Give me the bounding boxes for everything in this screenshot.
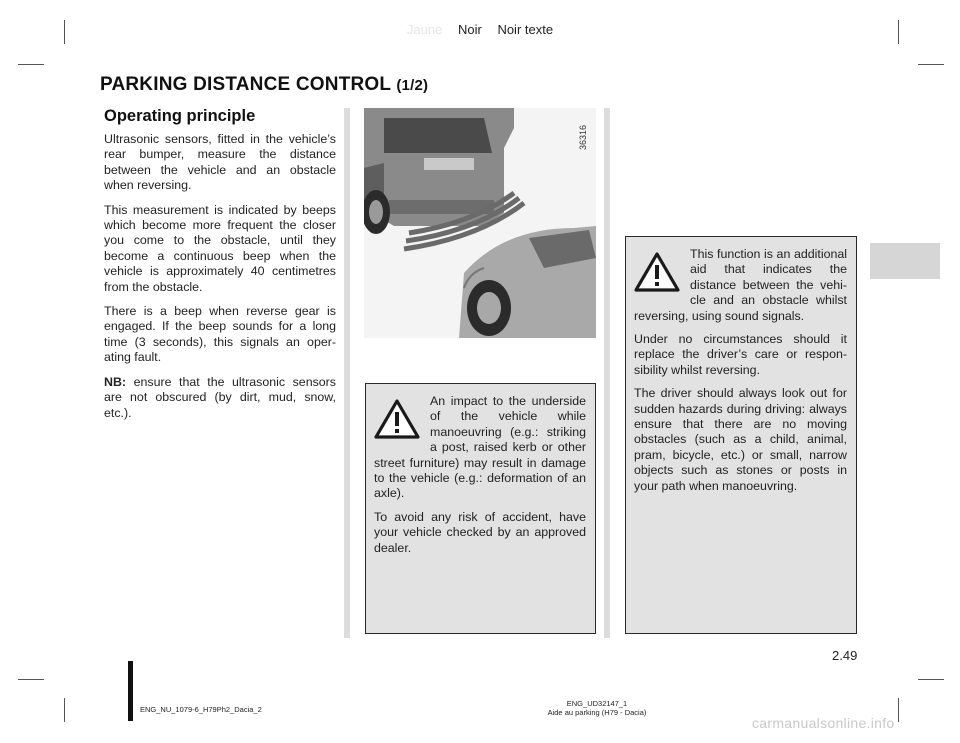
warning-hazards-text: The driver should always look out for sudden hazards during driving: always ensure that there are no moving obstacles (such as a child, animal, pram, bicycle, etc.) or small, narrow objects such as stones or posts in your path when manoeuvring. — [634, 386, 847, 493]
page-title-part: (1/2) — [396, 77, 429, 94]
crop-mark — [18, 64, 44, 65]
color-registration-bar — [0, 22, 960, 37]
crop-mark — [898, 698, 899, 722]
crop-mark — [918, 64, 944, 65]
column-separator — [344, 108, 350, 638]
page-number: 2.49 — [832, 648, 858, 663]
chapter-tab — [870, 243, 940, 279]
warning-triangle-icon — [634, 251, 680, 293]
note-text: ensure that the ultrasonic sensors are not obscured (by dirt, mud, snow, etc.). — [104, 374, 336, 420]
warning-dealer-text: To avoid any risk of accident, have your vehicle checked by an approved dealer. — [374, 509, 586, 555]
left-column — [104, 106, 336, 430]
color-label-jaune: Jaune — [406, 22, 443, 37]
note-label: NB: — [104, 374, 127, 389]
paragraph-reverse-beep: There is a beep when reverse gear is engaged. If the beep sounds for a long time (3 seconds), this signals an operating fault. — [104, 304, 336, 365]
paragraph-note — [104, 375, 336, 421]
paragraph-measurement: This measurement is indicated by beeps which become more frequent the closer you come to the obstacle, until they become a continuous beep when the vehicle is approximately 40 centimetres from the obstacle. — [104, 202, 336, 294]
footer-right-code: ENG_UD32147_1 — [566, 699, 628, 708]
section-heading: Operating principle — [104, 107, 256, 125]
footer-right — [527, 699, 667, 717]
margin-bar — [128, 661, 133, 721]
car-reversing-image — [364, 108, 596, 338]
crop-mark — [64, 698, 65, 722]
paragraph-sensors: Ultrasonic sensors, fitted in the vehicle’s rear bumper, measure the distance between the vehicle and an obstacle when reversing. — [104, 132, 336, 193]
page-title — [100, 74, 428, 96]
watermark: carmanualsonline.info — [752, 715, 895, 731]
figure-number: 36316 — [578, 124, 588, 150]
warning-underside-text: An impact to the underside of the vehicle while manoeuvring (e.g.: striking a post, raised kerb or other street furniture) may result in damage to the vehicle (e.g.: deformation of an axle). — [374, 394, 586, 501]
parking-sensor-illustration — [364, 108, 596, 338]
warning-responsibility-text: Under no circumstances should it replace the driver’s care or responsibility whilst reversing. — [634, 332, 847, 377]
footer-left: ENG_NU_1079-6_H79Ph2_Dacia_2 — [140, 705, 262, 714]
crop-mark — [18, 679, 44, 680]
crop-mark — [918, 679, 944, 680]
warning-box-underside — [365, 383, 596, 634]
warning-function-text: This function is an additional aid that indicates the distance between the vehicle and an obstacle whilst reversing, using sound signals. — [634, 247, 847, 323]
warning-box-function — [625, 236, 857, 634]
warning-triangle-icon — [374, 398, 420, 440]
column-separator — [604, 108, 610, 638]
footer-right-title: Aide au parking (H79 - Dacia) — [547, 708, 647, 717]
color-label-noir: Noir — [457, 22, 482, 37]
page-title-main: PARKING DISTANCE CONTROL — [100, 74, 397, 95]
color-label-noir-texte: Noir texte — [497, 22, 554, 37]
